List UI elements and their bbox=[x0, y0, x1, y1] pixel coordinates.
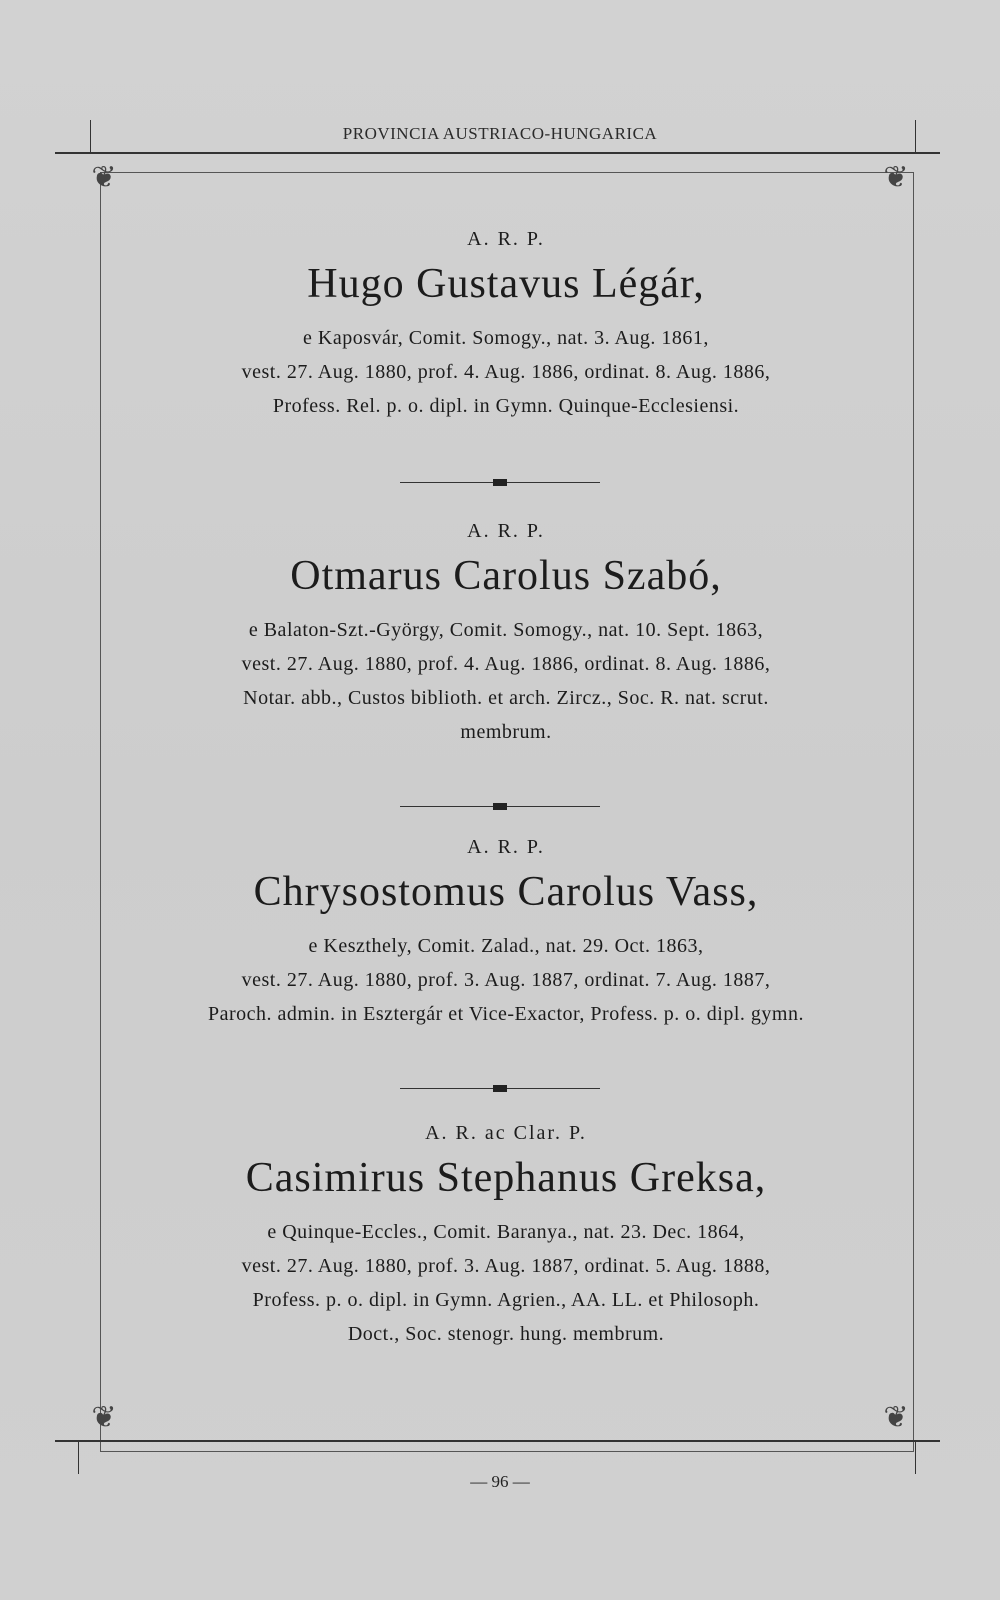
entry-line: e Quinque-Eccles., Comit. Baranya., nat. 23. Dec. 1864, bbox=[267, 1221, 745, 1243]
entry-line: e Kaposvár, Comit. Somogy., nat. 3. Aug. 1861, bbox=[303, 327, 709, 349]
entry-line: Doct., Soc. stenogr. hung. membrum. bbox=[347, 1323, 665, 1345]
entry-title: A. R. ac Clar. P. bbox=[425, 1122, 587, 1144]
entry-line: Profess. p. o. dipl. in Gymn. Agrien., AA. LL. et Philosoph. bbox=[252, 1289, 760, 1311]
entry-line: Profess. Rel. p. o. dipl. in Gymn. Quinque-Ecclesiensi. bbox=[272, 395, 740, 417]
entry-line: e Keszthely, Comit. Zalad., nat. 29. Oct. 1863, bbox=[308, 935, 704, 957]
obituary-entry bbox=[100, 1122, 912, 1351]
entry-line: e Balaton-Szt.-György, Comit. Somogy., nat. 10. Sept. 1863, bbox=[248, 619, 764, 641]
corner-ornament-icon: ❦ bbox=[883, 161, 909, 194]
corner-ornament-icon: ❦ bbox=[91, 161, 117, 194]
separator-rule bbox=[400, 1080, 600, 1098]
entry-title: A. R. P. bbox=[467, 520, 545, 542]
entry-name: Casimirus Stephanus Greksa, bbox=[245, 1155, 767, 1201]
separator-rule bbox=[400, 798, 600, 816]
entry-title: A. R. P. bbox=[467, 228, 545, 250]
entry-line: vest. 27. Aug. 1880, prof. 4. Aug. 1886, ordinat. 8. Aug. 1886, bbox=[241, 653, 771, 675]
obituary-entry bbox=[100, 836, 912, 1031]
running-title: PROVINCIA AUSTRIACO-HUNGARICA bbox=[342, 124, 658, 143]
bottom-right-tick bbox=[915, 1440, 916, 1474]
page-number: — 96 — bbox=[470, 1472, 530, 1491]
obituary-entry bbox=[100, 520, 912, 749]
entry-line: Paroch. admin. in Esztergár et Vice-Exactor, Profess. p. o. dipl. gymn. bbox=[208, 1003, 804, 1025]
top-left-tick bbox=[90, 120, 91, 154]
entry-line: vest. 27. Aug. 1880, prof. 3. Aug. 1887, ordinat. 5. Aug. 1888, bbox=[241, 1255, 771, 1277]
bottom-rule bbox=[55, 1440, 940, 1442]
top-rule bbox=[55, 152, 940, 154]
entry-name: Otmarus Carolus Szabó, bbox=[290, 553, 722, 599]
obituary-entry bbox=[100, 228, 912, 423]
entry-title: A. R. P. bbox=[467, 836, 545, 858]
top-right-tick bbox=[915, 120, 916, 154]
entry-name: Hugo Gustavus Légár, bbox=[307, 261, 705, 307]
bottom-left-tick bbox=[78, 1440, 79, 1474]
entry-line: Notar. abb., Custos biblioth. et arch. Zircz., Soc. R. nat. scrut. bbox=[243, 687, 769, 709]
corner-ornament-icon: ❦ bbox=[91, 1401, 117, 1434]
corner-ornament-icon: ❦ bbox=[883, 1401, 909, 1434]
entry-line: vest. 27. Aug. 1880, prof. 3. Aug. 1887, ordinat. 7. Aug. 1887, bbox=[241, 969, 771, 991]
separator-rule bbox=[400, 474, 600, 492]
entry-name: Chrysostomus Carolus Vass, bbox=[253, 869, 759, 915]
entry-line: vest. 27. Aug. 1880, prof. 4. Aug. 1886, ordinat. 8. Aug. 1886, bbox=[241, 361, 771, 383]
entry-line: membrum. bbox=[460, 721, 552, 743]
